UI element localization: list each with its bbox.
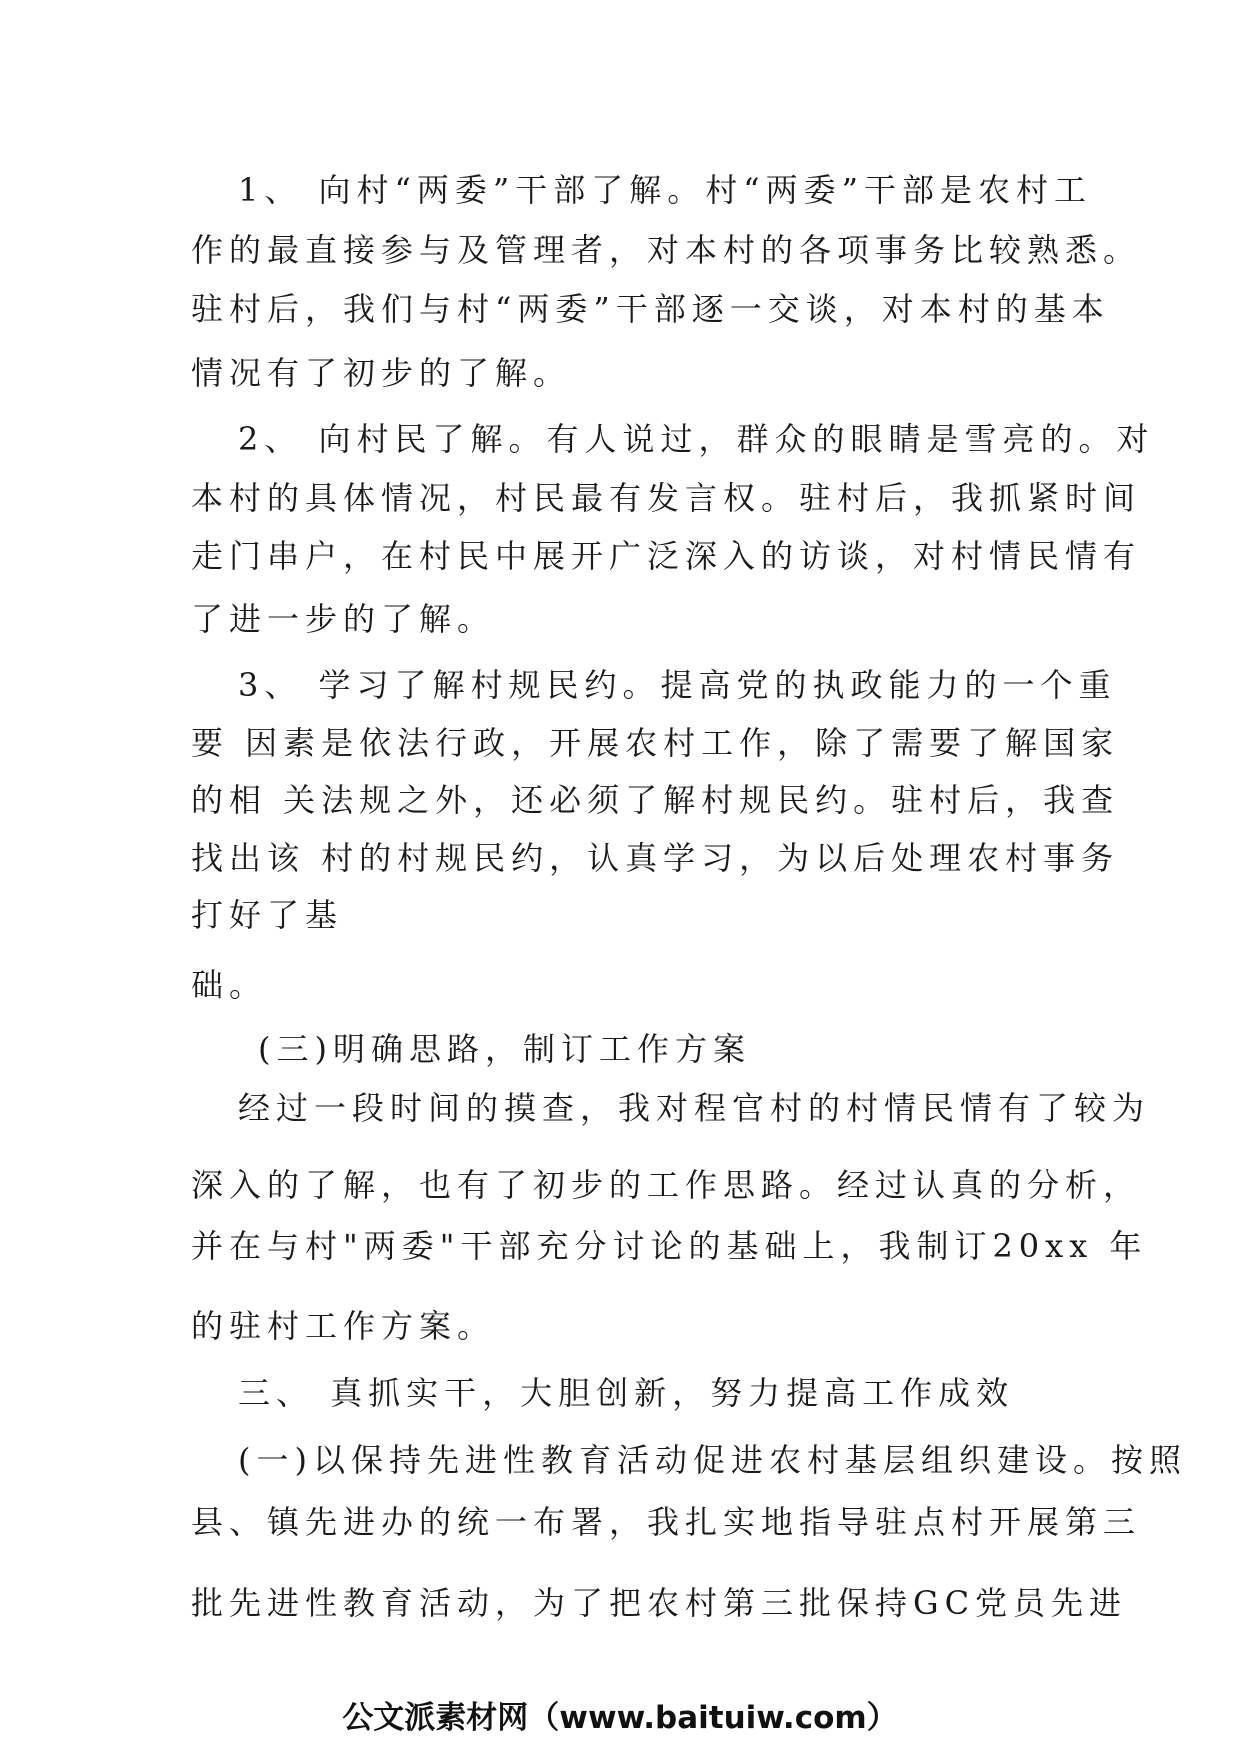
paragraph-1-line-4: 情况有了初步的了解。 (191, 354, 572, 392)
paragraph-3-line-4: 找出该 村的村规民约，认真学习，为以后处理农村事务 (191, 839, 1120, 877)
paragraph-2-line-3: 走门串户，在村民中展开广泛深入的访谈，对村情民情有 (191, 537, 1142, 575)
paragraph-3-line-3: 的相 关法规之外，还必须了解村规民约。驻村后，我查 (191, 781, 1120, 819)
paragraph-3-line-1: 3、 学习了解村规民约。提高党的执政能力的一个重 (238, 666, 1117, 704)
paragraph-2-line-2: 本村的具体情况，村民最有发言权。驻村后，我抓紧时间 (191, 479, 1142, 517)
paragraph-5-line-1: (一)以保持先进性教育活动促进农村基层组织建设。按照 (238, 1441, 1187, 1479)
chapter-heading-3: 三、 真抓实干，大胆创新，努力提高工作成效 (238, 1374, 1015, 1412)
paragraph-4-line-4: 的驻村工作方案。 (191, 1307, 496, 1345)
footer-watermark: 公文派素材网（www.baituiw.com） (342, 1700, 898, 1736)
paragraph-5-line-3: 批先进性教育活动，为了把农村第三批保持GC党员先进 (191, 1584, 1128, 1622)
paragraph-2-line-4: 了进一步的了解。 (191, 600, 496, 638)
paragraph-5-line-2: 县、镇先进办的统一布署，我扎实地指导驻点村开展第三 (191, 1503, 1142, 1541)
paragraph-4-line-3: 并在与村"两委"干部充分讨论的基础上，我制订20xx 年 (191, 1227, 1148, 1265)
paragraph-2-line-1: 2、 向村民了解。有人说过，群众的眼睛是雪亮的。对 (238, 420, 1155, 458)
paragraph-1-line-1: 1、 向村“两委”干部了解。村“两委”干部是农村工 (238, 171, 1092, 209)
paragraph-3-line-2: 要 因素是依法行政，开展农村工作，除了需要了解国家 (191, 724, 1120, 762)
paragraph-4-line-2: 深入的了解，也有了初步的工作思路。经过认真的分析， (191, 1166, 1142, 1204)
paragraph-3-line-5: 打好了基 (191, 896, 344, 934)
paragraph-1-line-3: 驻村后，我们与村“两委”干部逐一交谈，对本村的基本 (191, 290, 1110, 328)
section-heading-3: (三)明确思路，制订工作方案 (258, 1030, 751, 1068)
paragraph-4-line-1: 经过一段时间的摸查，我对程官村的村情民情有了较为 (238, 1089, 1151, 1127)
paragraph-3-line-6: 础。 (191, 966, 268, 1004)
paragraph-1-line-2: 作的最直接参与及管理者，对本村的各项事务比较熟悉。 (191, 231, 1142, 269)
